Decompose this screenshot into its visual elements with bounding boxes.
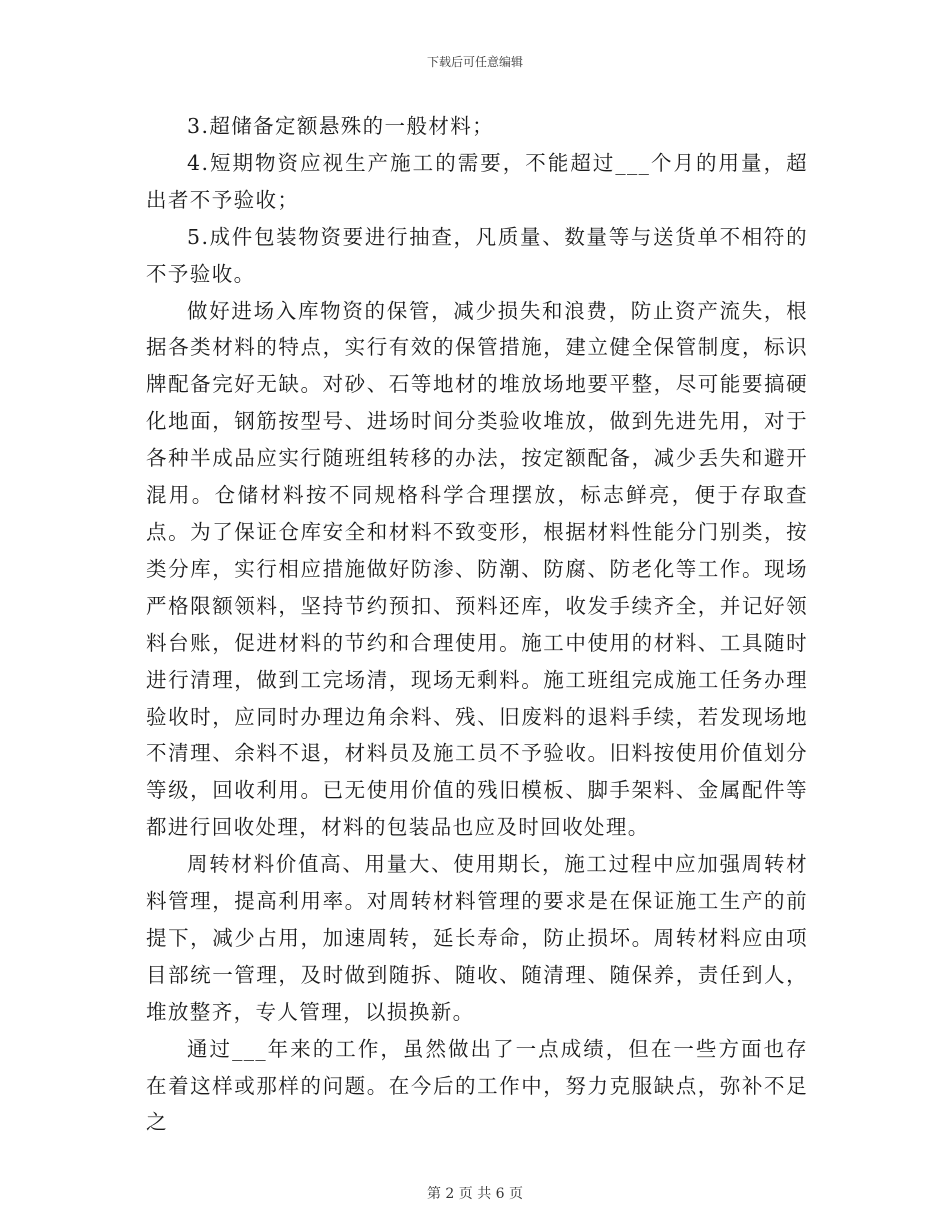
paragraph-storage-management: 做好进场入库物资的保管，减少损失和浪费，防止资产流失，根据各类材料的特点，实行有效的保管措施，建立健全保管制度，标识牌配备完好无缺。对砂、石等地材的堆放场地要平整，尽可能要搞硬化地面，钢筋按型号、进场时间分类验收堆放，做到先进先用，对于各种半成品应实行随班组转移的办法，按定额配备，减少丢失和避开混用。仓储材料按不同规格科学合理摆放，标志鲜亮，便于存取查点。为了保证仓库安全和材料不致变形，根据材料性能分门别类，按类分库，实行相应措施做好防渗、防潮、防腐、防老化等工作。现场严格限额领料，坚持节约预扣、预料还库，收发手续齐全，并记好领料台账，促进材料的节约和合理使用。施工中使用的材料、工具随时进行清理，做到工完场清，现场无剩料。施工班组完成施工任务办理验收时，应同时办理边角余料、残、旧废料的退料手续，若发现场地不清理、余料不退，材料员及施工员不予验收。旧料按使用价值划分等级，回收利用。已无使用价值的残旧模板、脚手架料、金属配件等都进行回收处理，材料的包装品也应及时回收处理。: [146, 298, 808, 840]
page-footer: 第 2 页 共 6 页: [426, 1186, 524, 1202]
paragraph-item-5: 5.成件包装物资要进行抽查，凡质量、数量等与送货单不相符的不予验收。: [146, 224, 808, 286]
paragraph-item-4: 4.短期物资应视生产施工的需要，不能超过___个月的用量，超出者不予验收；: [146, 150, 808, 212]
document-body: [146, 108, 808, 1141]
page-header: 下载后可任意编辑: [426, 55, 523, 69]
paragraph-turnover-materials: 周转材料价值高、用量大、使用期长，施工过程中应加强周转材料管理，提高利用率。对周转材料管理的要求是在保证施工生产的前提下，减少占用，加速周转，延长寿命，防止损坏。周转材料应由项目部统一管理，及时做到随拆、随收、随清理、随保养，责任到人，堆放整齐，专人管理，以损换新。: [146, 852, 808, 1024]
paragraph-conclusion: 通过___年来的工作，虽然做出了一点成绩，但在一些方面也存在着这样或那样的问题。在今后的工作中，努力克服缺点，弥补不足之: [146, 1036, 808, 1135]
paragraph-item-3: 3.超储备定额悬殊的一般材料；: [187, 114, 495, 138]
